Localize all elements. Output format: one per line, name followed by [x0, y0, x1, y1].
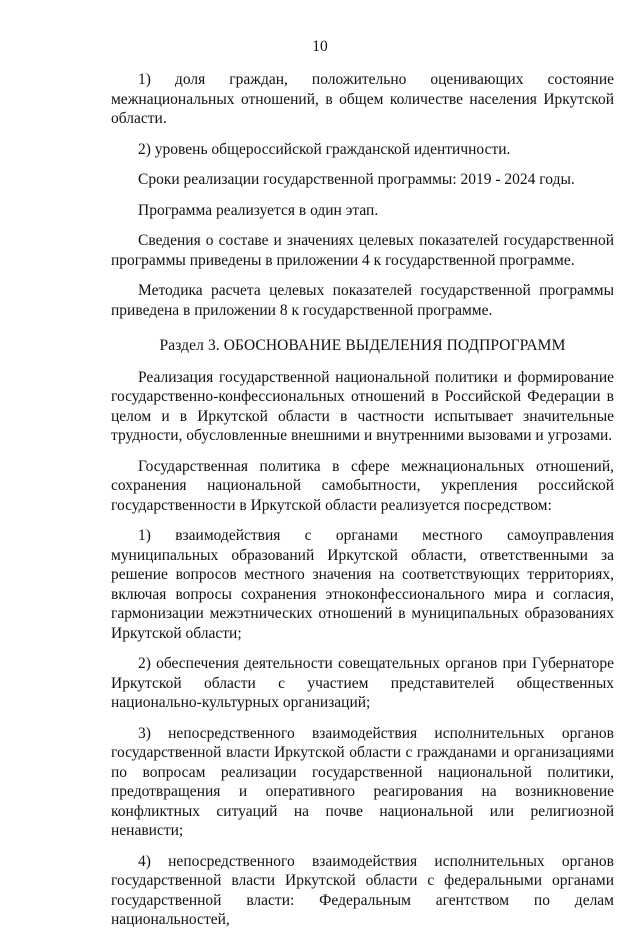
paragraph-indicators-method: Методика расчета целевых показателей государственной программы приведена в приложении 8 к государственной программе.: [111, 282, 614, 319]
list-item-3: 3) непосредственного взаимодействия исполнительных органов государственной власти Иркутской области с гражданами и организациями по вопросам реализации государственной национальной политики, предотвращения и оперативного реагирования на возникновение конфликтных ситуаций на почве национальной или религиозной ненависти;: [111, 724, 614, 839]
section-heading: Раздел 3. ОБОСНОВАНИЕ ВЫДЕЛЕНИЯ ПОДПРОГРАММ: [159, 337, 566, 354]
page-number: 10: [312, 38, 328, 55]
paragraph-indicators-info: Сведения о составе и значениях целевых показателей государственной программы приведены в приложении 4 к государственной программе.: [111, 232, 614, 269]
paragraph-policy-means: Государственная политика в сфере межнациональных отношений, сохранения национальной самобытности, укрепления российской государственности в Иркутской области реализуется посредством:: [111, 457, 614, 514]
document-body: [111, 70, 614, 930]
list-item-4: 4) непосредственного взаимодействия исполнительных органов государственной власти Иркутской области с федеральными органами государственной власти: Федеральным агентством по делам национальностей,: [111, 852, 614, 928]
paragraph-program-terms: Сроки реализации государственной программы: 2019 - 2024 годы.: [138, 171, 575, 188]
paragraph-program-stage: Программа реализуется в один этап.: [138, 201, 379, 219]
list-item-2: 2) обеспечения деятельности совещательных органов при Губернаторе Иркутской области с участием представителей общественных национально-культурных организаций;: [111, 655, 614, 711]
paragraph-indicator-2: 2) уровень общероссийской гражданской идентичности.: [138, 140, 511, 158]
list-item-1: 1) взаимодействия с органами местного самоуправления муниципальных образований Иркутской области, ответственными за решение вопросов местного значения на соответствующих территориях, включая вопросы сохранения этноконфессионального мира и согласия, гармонизации межэтнических отношений в муниципальных образованиях Иркутской области;: [111, 527, 614, 642]
paragraph-policy-difficulties: Реализация государственной национальной политики и формирование государственно-конфессиональных отношений в Российской Федерации в целом и в Иркутской области в частности испытывает значительные трудности, обусловленные внешними и внутренними вызовами и угрозами.: [111, 368, 614, 444]
paragraph-indicator-1: 1) доля граждан, положительно оценивающих состояние межнациональных отношений, в общем количестве населения Иркутской области.: [111, 71, 614, 127]
